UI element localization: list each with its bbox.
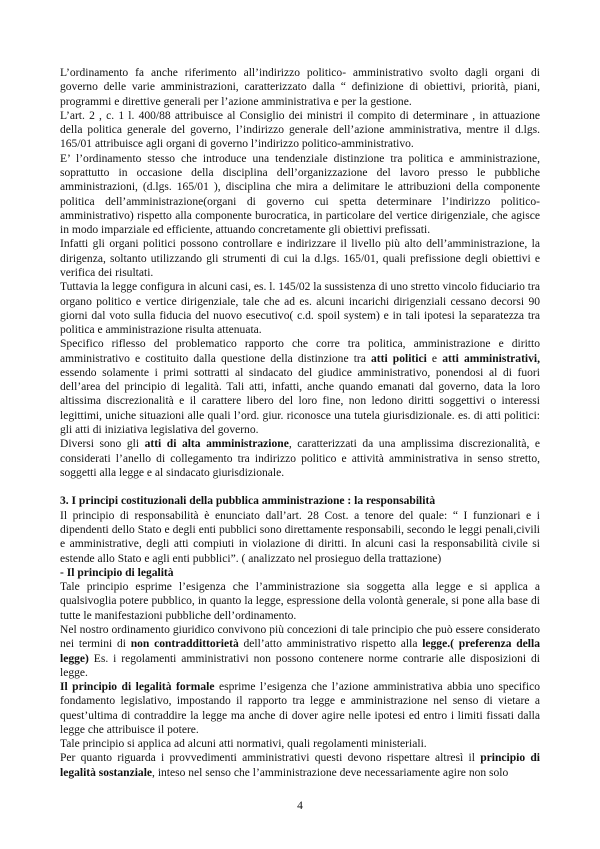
paragraph-13 [60, 751, 540, 780]
text-span: Diversi sono gli [60, 438, 145, 451]
text-span: esprime l’esigenza che l’azione amministrativa abbia uno specifico fondamento legislativo, impostando il rapporto tra legge e amministrazione nel senso di vietare a quest’ultima di contraddire la legge ma anche di dover agire nelle ipotesi ed entro i limiti fissati dalla legge che attribuisce il potere. [60, 681, 540, 736]
text-span: dell’atto amministrativo rispetto alla [238, 638, 423, 651]
paragraph-11 [60, 680, 540, 737]
paragraph-4: Infatti gli organi politici possono controllare e indirizzare il livello più alto dell’amministrazione, la dirigenza, soltanto utilizzando gli strumenti di cui la d.lgs. 165/01, quali prefissione degli obiettivi e verifica dei risultati. [60, 238, 540, 279]
paragraph-9: Tale principio esprime l’esigenza che l’amministrazione sia soggetta alla legge e si applica a qualsivoglia potere pubblico, in quanto la legge, espressione della volontà generale, si pone alla base di tutte le manifestazioni pubbliche dell’ordinamento. [60, 581, 540, 622]
bold-term-legalita-sostanziale: principio di legalità sostanziale [60, 752, 540, 779]
bold-term-atti-politici: atti politici [371, 352, 427, 365]
page-number: 4 [297, 800, 303, 812]
bold-term-legalita-formale: Il principio di legalità formale [60, 681, 215, 694]
text-span: Nel nostro ordinamento giuridico convivono più concezioni di tale principio che può essere considerato nei termini di [60, 623, 540, 651]
paragraph-1: L’ordinamento fa anche riferimento all’indirizzo politico- amministrativo svolto dagli organi di governo delle varie amministrazioni, caratterizzato dalla “ definizione di obiettivi, priorità, piani, programmi e direttive generali per l’azione amministrativa e per la gestione. [60, 67, 540, 108]
bold-term-alta-amministrazione: atti di alta amministrazione [144, 438, 289, 451]
paragraph-6 [60, 337, 540, 437]
text-span: , inteso nel senso che l’amministrazione deve necessariamente agire non solo [152, 766, 509, 779]
text-span: Es. i regolamenti amministrativi non possono contenere norme contrarie alle disposizioni di legge. [60, 652, 540, 679]
bold-term-non-contraddittorieta: non contraddittorietà [130, 638, 239, 651]
paragraph-2: L’art. 2 , c. 1 l. 400/88 attribuisce al Consiglio dei ministri il compito di determinare , in attuazione della politica generale del governo, l’indirizzo generale dell’azione amministrativa, mentre il d.lgs. 165/01 attribuisce agli organi di governo l’indirizzo politico-amministrativo. [60, 109, 540, 151]
paragraph-8: Il principio di responsabilità è enunciato dall’art. 28 Cost. a tenore del quale: “ I funzionari e i dipendenti dello Stato e degli enti pubblici sono direttamente responsabili, secondo le leggi penali,civili e amministrative, degli atti compiuti in violazione di diritti. In alcuni casi la responsabilità civile si estende allo Stato e agli enti pubblici”. ( analizzato nel prosieguo della trattazione) [60, 509, 540, 565]
paragraph-10 [60, 623, 540, 680]
paragraph-12: Tale principio si applica ad alcuni atti normativi, quali regolamenti ministeriali. [60, 738, 427, 751]
document-page [60, 66, 540, 780]
paragraph-5: Tuttavia la legge configura in alcuni casi, es. l. 145/02 la sussistenza di uno stretto vincolo fiduciario tra organo politico e vertice dirigenziale, tale che ad es. alcuni incarichi dirigenziali cessano decorsi 90 giorni dal voto sulla fiducia del nuovo esecutivo( c.d. spoil system) e in tali ipotesi la separatezza tra politica e amministrazione risulta attenuata. [60, 281, 540, 337]
section-heading: 3. I principi costituzionali della pubblica amministrazione : la responsabilità [60, 495, 436, 508]
bold-term-preferenza-legge: legge.( preferenza della legge) [60, 638, 540, 665]
text-span: Per quanto riguarda i provvedimenti amministrativi questi devono rispettare altresì il [60, 752, 481, 765]
bold-term-atti-amministrativi: atti amministrativi, [442, 352, 540, 365]
paragraph-7 [60, 437, 540, 480]
text-span: e [426, 352, 443, 365]
text-span: Specifico riflesso del problematico rapporto che corre tra politica, amministrazione e diritto amministrativo e costituito dalla questione della distinzione tra [60, 338, 540, 365]
blank-line [60, 480, 540, 494]
text-span: essendo solamente i primi sottratti al sindacato del giudice amministrativo, ponendosi al di fuori dell’area del principio di legalità. Tali atti, infatti, anche quando emanati dal governo, data la loro altissima discrezionalità e il carattere libero del loro fine, non ledono diritti soggettivi o interessi legittimi, uniche situazioni alle quali l’ord. giur. riconosce una tutela giurisdizionale. es. di atti politici: gli atti di iniziativa legislativa del governo. [60, 366, 540, 437]
subheading-legalita: - Il principio di legalità [60, 566, 174, 579]
paragraph-3: E’ l’ordinamento stesso che introduce una tendenziale distinzione tra politica e amministrazione, soprattutto in occasione della disciplina dell’organizzazione del lavoro presso le pubbliche amministrazioni, (d.lgs. 165/01 ), disciplina che mira a delimitare le attribuzioni della componente politica dell’amministrazione(organi di governo cui spetta determinare l’indirizzo politico-amministrativo) rispetto alla componente burocratica, in particolare del vertice dirigenziale, che agisce in modo imparziale ed efficiente, attuando concretamente gli obiettivi prefissati. [60, 152, 540, 237]
text-span: , caratterizzati da una amplissima discrezionalità, e considerati l’anello di collegamento tra indirizzo politico e attività amministrativa in senso stretto, soggetti alla legge e al sindacato giurisdizionale. [60, 438, 540, 479]
